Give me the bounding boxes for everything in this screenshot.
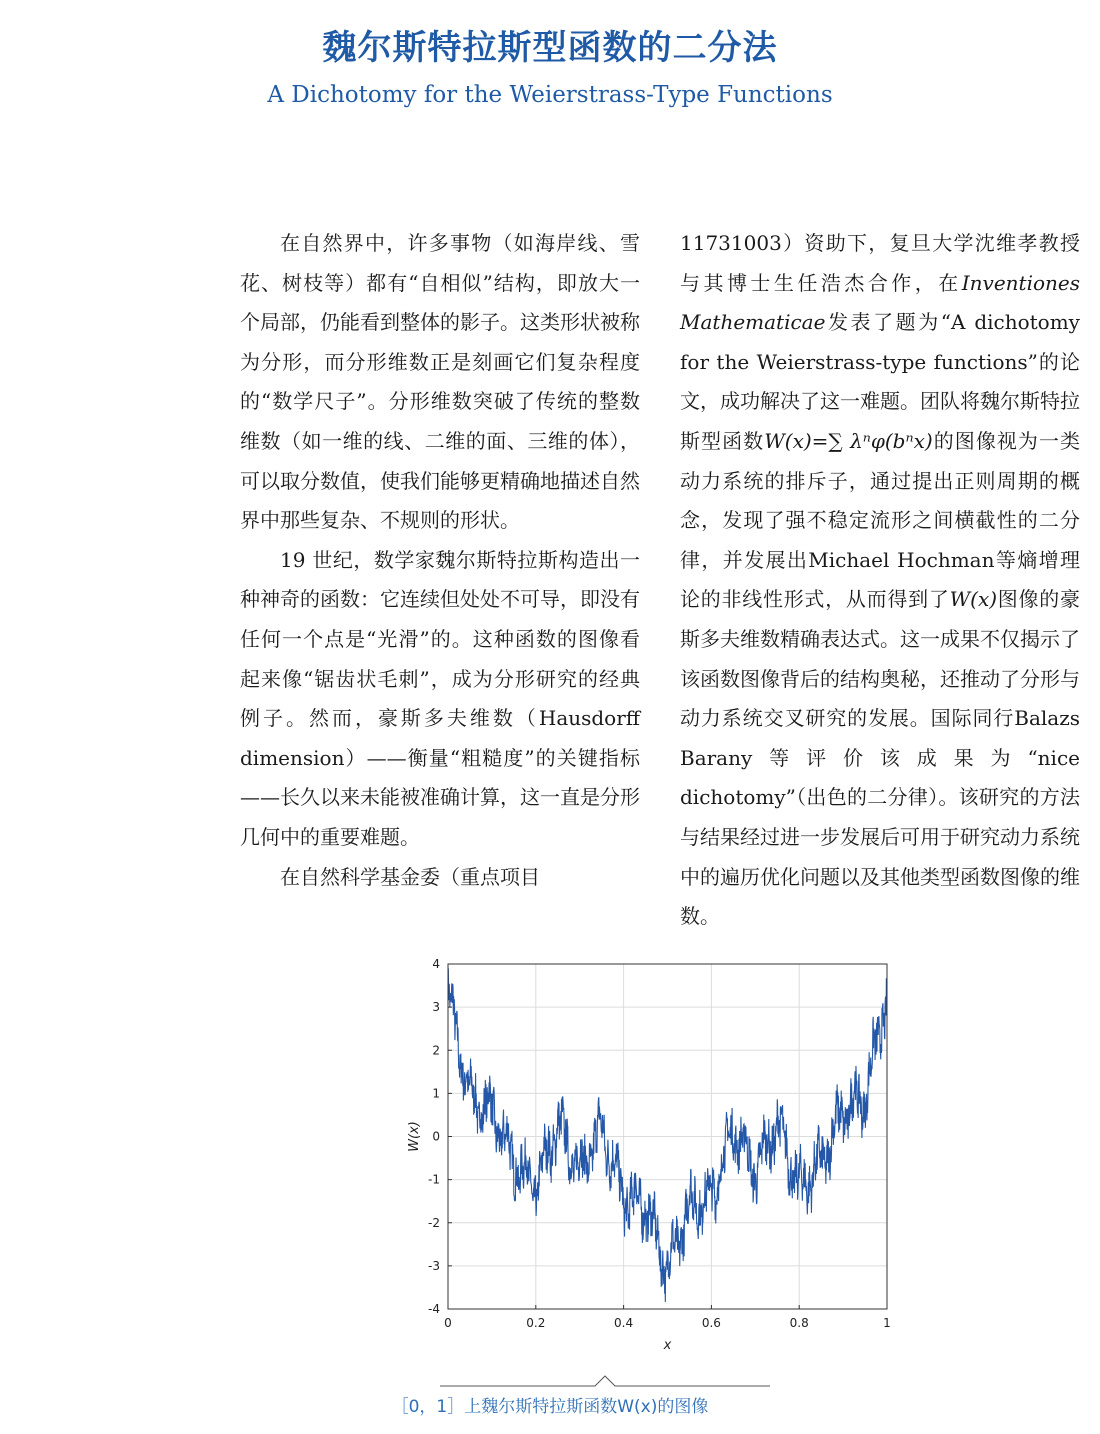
x-tick-label: 0.2 <box>526 1316 546 1330</box>
paragraph-fractal-intro: 在自然界中，许多事物（如海岸线、雪花、树枝等）都有“自相似”结构，即放大一个局部，仍能看到整体的影子。这类形状被称为分形，而分形维数正是刻画它们复杂程度的“数学尺子”。分形维数突破了传统的整数维数（如一维的线、二维的面、三维的体），可以取分数值，使我们能够更精确地描述自然界中那些复杂、不规则的形状。 <box>240 231 640 533</box>
weierstrass-chart <box>400 950 910 1360</box>
left-column <box>240 224 640 897</box>
page-subtitle: A Dichotomy for the Weierstrass-Type Functions <box>267 82 833 108</box>
result-text-c: 的图像视为一类动力系统的排斥子，通过提出正则周期的概念，发现了强不稳定流形之间横截性的二分律，并发展出Michael Hochman等熵增理论的非线性形式，从而得到了 <box>680 428 1081 612</box>
result-text-b: 发表了题为“A dichotomy for the Weierstrass-type functions”的论文，成功解决了这一难题。团队将魏尔斯特拉斯型函数 <box>680 310 1080 453</box>
journal-name: Inventiones Mathematicae <box>680 270 1080 335</box>
y-tick-label: 1 <box>432 1086 440 1101</box>
formula: W(x)=∑ λⁿφ(bⁿx) <box>764 428 933 453</box>
caption-divider <box>440 1368 770 1388</box>
y-tick-label: 3 <box>432 1000 440 1015</box>
page-title: 魏尔斯特拉斯型函数的二分法 <box>322 28 778 68</box>
y-tick-label: -4 <box>428 1302 440 1316</box>
x-tick-label: 0 <box>444 1316 452 1330</box>
result-text-d: 图像的豪斯多夫维数精确表达式。这一成果不仅揭示了该函数图像背后的结构奥秘，还推动了分形与动力系统交叉研究的发展。国际同行Balazs Barany等评价该成果为“nice dichotomy”（出色的二分律）。该研究的方法与结果经过进一步发展后可用于研究动力系统中的遍历优化问题以及其他类型函数图像的维数。 <box>680 587 1081 929</box>
x-axis-label: x <box>663 1338 672 1353</box>
y-tick-label: -3 <box>428 1258 440 1273</box>
y-tick-label: 0 <box>432 1129 440 1144</box>
y-tick-label: 2 <box>432 1043 440 1058</box>
y-tick-label: -1 <box>428 1172 440 1187</box>
result-text-a: 11731003）资助下，复旦大学沈维孝教授与其博士生任浩杰合作，在 <box>680 231 1080 295</box>
y-tick-label: 4 <box>432 957 440 971</box>
y-tick-label: -2 <box>428 1215 440 1230</box>
paragraph-funding-start: 在自然科学基金委（重点项目 <box>280 864 540 889</box>
x-tick-label: 0.4 <box>614 1316 634 1330</box>
x-tick-label: 1 <box>883 1316 891 1330</box>
x-tick-label: 0.6 <box>701 1316 721 1330</box>
y-axis-label: W(x) <box>407 1121 422 1152</box>
paragraph-result <box>680 224 1080 937</box>
figure-caption: ［0，1］上魏尔斯特拉斯函数W(x)的图像 <box>391 1397 709 1417</box>
series-line <box>448 968 887 1302</box>
x-tick-label: 0.8 <box>789 1316 809 1330</box>
function-symbol: W(x) <box>949 587 998 612</box>
paragraph-weierstrass-history: 19 世纪，数学家魏尔斯特拉斯构造出一种神奇的函数：它连续但处处不可导，即没有任何一个点是“光滑”的。这种函数的图像看起来像“锯齿状毛刺”，成为分形研究的经典例子。然而，豪斯多夫维数（Hausdorff dimension）——衡量“粗糙度”的关键指标——长久以来未能被准确计算，这一直是分形几何中的重要难题。 <box>240 547 640 849</box>
right-column <box>680 224 1080 937</box>
